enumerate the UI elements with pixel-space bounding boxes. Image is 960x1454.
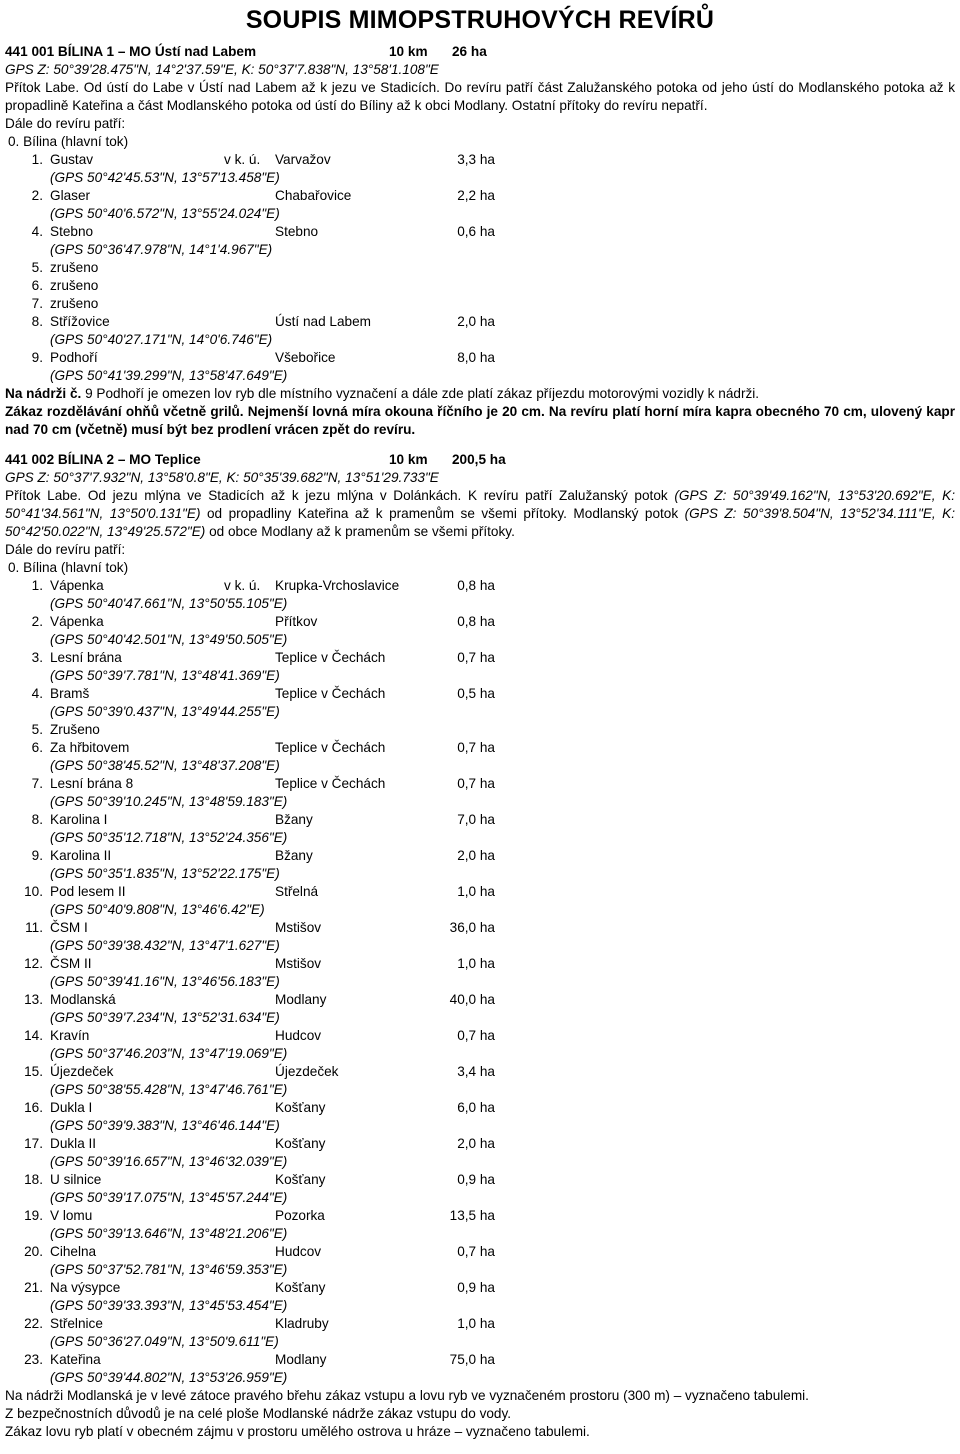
item-number: 11. xyxy=(25,920,43,935)
item-gps: (GPS 50°39'7.234"N, 13°52'31.634"E) xyxy=(50,1010,280,1025)
item-name: Zrušeno xyxy=(50,722,100,737)
item-number: 19. xyxy=(24,1208,43,1223)
item-place: Chabařovice xyxy=(275,188,352,203)
section-length: 10 km xyxy=(389,452,428,467)
item-number: 4. xyxy=(31,686,43,701)
item-name: Karolina II xyxy=(50,848,112,863)
item-name: Cihelna xyxy=(50,1244,97,1259)
page-title: SOUPIS MIMOPSTRUHOVÝCH REVÍRŮ xyxy=(245,6,715,34)
list-item xyxy=(5,721,955,739)
item-place: Bžany xyxy=(275,848,313,863)
item-gps: (GPS 50°39'10.245"N, 13°48'59.183"E) xyxy=(50,794,288,809)
item-number: 4. xyxy=(31,224,43,239)
item-place: Košťany xyxy=(275,1172,326,1187)
note-row: Zákaz lovu ryb platí v obecném zájmu v prostoru umělého ostrova u hráze – vyznačeno tabulemi. xyxy=(5,1424,590,1439)
item-area: 0,9 ha xyxy=(457,1280,495,1295)
note-prefix: Na nádrži č. xyxy=(5,386,82,401)
item-name: Střížovice xyxy=(50,314,110,329)
item-gps: (GPS 50°38'45.52"N, 13°48'37.208"E) xyxy=(50,758,280,773)
item-name: Za hřbitovem xyxy=(50,740,130,755)
item-cadastre-label: v k. ú. xyxy=(224,578,261,593)
item-name: ČSM I xyxy=(50,920,88,935)
item-number: 14. xyxy=(24,1028,43,1043)
description-fragment: od obce Modlany až k pramenům se všemi přítoky. xyxy=(205,524,515,539)
list-item xyxy=(5,1063,955,1081)
section-header xyxy=(5,451,955,469)
item-name: ČSM II xyxy=(50,956,92,971)
main-stream: 0. Bílina (hlavní tok) xyxy=(8,560,129,575)
item-name: Podhoří xyxy=(50,350,98,365)
item-name: zrušeno xyxy=(50,260,99,275)
item-gps: (GPS 50°36'47.978"N, 14°1'4.967"E) xyxy=(50,242,273,257)
section-gap xyxy=(5,439,955,451)
item-place: Hudcov xyxy=(275,1028,322,1043)
also-belongs-label: Dále do revíru patří: xyxy=(5,542,126,557)
item-place: Krupka-Vrchoslavice xyxy=(275,578,400,593)
item-area: 36,0 ha xyxy=(449,920,495,935)
item-number: 2. xyxy=(31,188,43,203)
list-item xyxy=(5,187,955,205)
section-441-002 xyxy=(5,451,955,1441)
item-number: 6. xyxy=(31,278,43,293)
item-gps: (GPS 50°40'47.661"N, 13°50'55.105"E) xyxy=(50,596,288,611)
item-area: 0,7 ha xyxy=(457,1028,495,1043)
item-place: Kladruby xyxy=(275,1316,329,1331)
list-item xyxy=(5,1315,955,1333)
item-area: 0,5 ha xyxy=(457,686,495,701)
section-header xyxy=(5,43,955,61)
item-name: Bramš xyxy=(50,686,90,701)
note-row: Zákaz rozdělávání ohňů včetně grilů. Nejmenší lovná míra okouna říčního je 20 cm. Na revíru platí horní míra kapra obecného 70 cm, ulovený kapr nad 70 cm (včetně) musí být bez prodlení vrácen zpět do revíru. xyxy=(5,404,955,437)
item-place: Modlany xyxy=(275,992,327,1007)
item-name: Na výsypce xyxy=(50,1280,121,1295)
list-item xyxy=(5,1243,955,1261)
item-name: U silnice xyxy=(50,1172,102,1187)
item-name: Střelnice xyxy=(50,1316,103,1331)
list-item xyxy=(5,1171,955,1189)
item-gps: (GPS 50°35'12.718"N, 13°52'24.356"E) xyxy=(50,830,288,845)
note-text: 9 Podhoří je omezen lov ryb dle místního vyznačení a dále zde platí zákaz příjezdu motorovými vozidly k nádrži. xyxy=(81,386,760,401)
item-place: Újezdeček xyxy=(275,1064,339,1079)
water-list xyxy=(5,577,955,1387)
item-number: 7. xyxy=(31,296,43,311)
list-item xyxy=(5,1207,955,1225)
list-item xyxy=(5,349,955,367)
item-gps: (GPS 50°39'16.657"N, 13°46'32.039"E) xyxy=(50,1154,288,1169)
list-item xyxy=(5,223,955,241)
list-item xyxy=(5,1351,955,1369)
section-area: 200,5 ha xyxy=(452,452,506,467)
item-number: 17. xyxy=(24,1136,43,1151)
note-row: Z bezpečnostních důvodů je na celé ploše Modlanské nádrže zákaz vstupu do vody. xyxy=(5,1406,512,1421)
item-area: 0,7 ha xyxy=(457,1244,495,1259)
item-name: Vápenka xyxy=(50,578,104,593)
item-area: 1,0 ha xyxy=(457,956,495,971)
item-place: Modlany xyxy=(275,1352,327,1367)
section-441-001 xyxy=(5,43,955,439)
item-place: Košťany xyxy=(275,1100,326,1115)
item-gps: (GPS 50°39'13.646"N, 13°48'21.206"E) xyxy=(50,1226,288,1241)
list-item xyxy=(5,1099,955,1117)
item-gps: (GPS 50°38'55.428"N, 13°47'46.761"E) xyxy=(50,1082,288,1097)
item-number: 2. xyxy=(31,614,43,629)
item-gps: (GPS 50°37'46.203"N, 13°47'19.069"E) xyxy=(50,1046,288,1061)
item-name: zrušeno xyxy=(50,296,99,311)
item-name: Lesní brána xyxy=(50,650,122,665)
list-item xyxy=(5,847,955,865)
item-number: 1. xyxy=(31,578,43,593)
item-number: 9. xyxy=(31,848,43,863)
item-gps: (GPS 50°41'39.299"N, 13°58'47.649"E) xyxy=(50,368,288,383)
item-number: 18. xyxy=(24,1172,43,1187)
list-item xyxy=(5,295,955,313)
item-area: 3,4 ha xyxy=(457,1064,495,1079)
list-item xyxy=(5,991,955,1009)
item-area: 40,0 ha xyxy=(449,992,495,1007)
list-item xyxy=(5,685,955,703)
note-row xyxy=(5,385,955,403)
item-number: 1. xyxy=(31,152,43,167)
list-item xyxy=(5,955,955,973)
list-item xyxy=(5,313,955,331)
item-place: Mstišov xyxy=(275,920,322,935)
item-number: 13. xyxy=(24,992,43,1007)
list-item xyxy=(5,739,955,757)
item-place: Teplice v Čechách xyxy=(275,686,386,701)
list-item xyxy=(5,775,955,793)
item-name: Modlanská xyxy=(50,992,116,1007)
item-number: 7. xyxy=(31,776,43,791)
item-gps: (GPS 50°39'0.437"N, 13°49'44.255"E) xyxy=(50,704,280,719)
item-number: 22. xyxy=(24,1316,43,1331)
item-gps: (GPS 50°42'45.53"N, 13°57'13.458"E) xyxy=(50,170,280,185)
item-gps: (GPS 50°35'1.835"N, 13°52'22.175"E) xyxy=(50,866,280,881)
item-gps: (GPS 50°39'44.802"N, 13°53'26.959"E) xyxy=(50,1370,288,1385)
item-place: Pozorka xyxy=(275,1208,325,1223)
item-gps: (GPS 50°39'33.393"N, 13°45'53.454"E) xyxy=(50,1298,288,1313)
item-name: Glaser xyxy=(50,188,91,203)
list-item xyxy=(5,577,955,595)
item-number: 23. xyxy=(24,1352,43,1367)
item-name: V lomu xyxy=(50,1208,93,1223)
section-area: 26 ha xyxy=(452,44,487,59)
item-place: Bžany xyxy=(275,812,313,827)
list-item xyxy=(5,1279,955,1297)
item-name: Kateřina xyxy=(50,1352,101,1367)
section-gps: GPS Z: 50°37'7.932"N, 13°58'0.8"E, K: 50°35'39.682"N, 13°51'29.733"E xyxy=(5,470,439,485)
item-cadastre-label: v k. ú. xyxy=(224,152,261,167)
item-area: 0,7 ha xyxy=(457,650,495,665)
list-item xyxy=(5,613,955,631)
list-item xyxy=(5,883,955,901)
description-gps-fragment: (GPS Z: 50°39'49.162"N, 13°53'20.692"E, K: 50°41'34.561"N, 13°50'0.131"E) xyxy=(5,488,955,521)
item-name: Karolina I xyxy=(50,812,108,827)
item-place: Hudcov xyxy=(275,1244,322,1259)
item-gps: (GPS 50°39'9.383"N, 13°46'46.144"E) xyxy=(50,1118,280,1133)
item-area: 1,0 ha xyxy=(457,1316,495,1331)
item-gps: (GPS 50°39'41.16"N, 13°46'56.183"E) xyxy=(50,974,280,989)
item-area: 3,3 ha xyxy=(457,152,495,167)
item-place: Ústí nad Labem xyxy=(275,314,371,329)
item-place: Teplice v Čechách xyxy=(275,650,386,665)
section-length: 10 km xyxy=(389,44,428,59)
list-item xyxy=(5,1135,955,1153)
item-area: 1,0 ha xyxy=(457,884,495,899)
section-code: 441 001 BÍLINA 1 – MO Ústí nad Labem xyxy=(5,44,257,59)
item-area: 13,5 ha xyxy=(449,1208,495,1223)
item-name: Dukla II xyxy=(50,1136,97,1151)
item-place: Přítkov xyxy=(275,614,318,629)
also-belongs-label: Dále do revíru patří: xyxy=(5,116,126,131)
item-gps: (GPS 50°40'42.501"N, 13°49'50.505"E) xyxy=(50,632,288,647)
description-fragment: od propadliny Kateřina až k pramenům se všemi přítoky. Modlanský potok xyxy=(200,506,685,521)
item-number: 15. xyxy=(24,1064,43,1079)
item-place: Varvažov xyxy=(275,152,331,167)
item-gps: (GPS 50°40'9.808"N, 13°46'6.42"E) xyxy=(50,902,265,917)
item-area: 2,0 ha xyxy=(457,848,495,863)
item-place: Mstišov xyxy=(275,956,322,971)
water-list xyxy=(5,151,955,385)
item-area: 0,6 ha xyxy=(457,224,495,239)
item-name: Kravín xyxy=(50,1028,90,1043)
note-row: Na nádrži Modlanská je v levé zátoce pravého břehu zákaz vstupu a lovu ryb ve vyznačeném prostoru (300 m) – vyznačeno tabulemi. xyxy=(5,1388,809,1403)
item-number: 12. xyxy=(24,956,43,971)
item-number: 3. xyxy=(31,650,43,665)
description-gps-fragment: (GPS Z: 50°39'8.504"N, 13°52'34.111"E, K: 50°42'50.022"N, 13°49'25.572"E) xyxy=(5,506,955,539)
item-name: Újezdeček xyxy=(50,1064,114,1079)
item-place: Košťany xyxy=(275,1280,326,1295)
item-area: 0,7 ha xyxy=(457,740,495,755)
item-number: 10. xyxy=(24,884,43,899)
item-gps: (GPS 50°39'17.075"N, 13°45'57.244"E) xyxy=(50,1190,288,1205)
item-place: Střelná xyxy=(275,884,319,899)
item-area: 2,0 ha xyxy=(457,1136,495,1151)
item-place: Košťany xyxy=(275,1136,326,1151)
description-fragment: Přítok Labe. Od jezu mlýna ve Stadicích až k jezu mlýna v Dolánkách. K revíru patří Zalužanský potok xyxy=(5,488,675,503)
item-place: Teplice v Čechách xyxy=(275,740,386,755)
list-item xyxy=(5,919,955,937)
item-name: Dukla I xyxy=(50,1100,93,1115)
item-area: 0,8 ha xyxy=(457,578,495,593)
section-code: 441 002 BÍLINA 2 – MO Teplice xyxy=(5,452,201,467)
item-gps: (GPS 50°40'6.572"N, 13°55'24.024"E) xyxy=(50,206,280,221)
item-name: Gustav xyxy=(50,152,94,167)
item-name: Pod lesem II xyxy=(50,884,126,899)
item-number: 6. xyxy=(31,740,43,755)
item-area: 8,0 ha xyxy=(457,350,495,365)
item-place: Všebořice xyxy=(275,350,336,365)
item-number: 5. xyxy=(31,722,43,737)
item-place: Teplice v Čechách xyxy=(275,776,386,791)
item-area: 75,0 ha xyxy=(449,1352,495,1367)
item-gps: (GPS 50°37'52.781"N, 13°46'59.353"E) xyxy=(50,1262,288,1277)
item-number: 9. xyxy=(31,350,43,365)
list-item xyxy=(5,649,955,667)
item-name: Lesní brána 8 xyxy=(50,776,134,791)
item-name: Vápenka xyxy=(50,614,104,629)
item-area: 0,8 ha xyxy=(457,614,495,629)
list-item xyxy=(5,259,955,277)
document-page xyxy=(5,0,955,1441)
list-item xyxy=(5,151,955,169)
item-place: Stebno xyxy=(275,224,319,239)
item-name: zrušeno xyxy=(50,278,99,293)
list-item xyxy=(5,1027,955,1045)
item-gps: (GPS 50°39'7.781"N, 13°48'41.369"E) xyxy=(50,668,280,683)
item-number: 8. xyxy=(31,314,43,329)
item-gps: (GPS 50°36'27.049"N, 13°50'9.611"E) xyxy=(50,1334,279,1349)
item-area: 0,7 ha xyxy=(457,776,495,791)
item-area: 2,2 ha xyxy=(457,188,495,203)
list-item xyxy=(5,277,955,295)
item-area: 7,0 ha xyxy=(457,812,495,827)
item-gps: (GPS 50°40'27.171"N, 14°0'6.746"E) xyxy=(50,332,273,347)
item-gps: (GPS 50°39'38.432"N, 13°47'1.627"E) xyxy=(50,938,280,953)
item-number: 8. xyxy=(31,812,43,827)
item-name: Stebno xyxy=(50,224,94,239)
item-area: 2,0 ha xyxy=(457,314,495,329)
main-stream: 0. Bílina (hlavní tok) xyxy=(8,134,129,149)
section-description xyxy=(5,487,955,541)
item-number: 16. xyxy=(24,1100,43,1115)
item-area: 0,9 ha xyxy=(457,1172,495,1187)
section-gps: GPS Z: 50°39'28.475"N, 14°2'37.59"E, K: 50°37'7.838"N, 13°58'1.108"E xyxy=(5,62,439,77)
item-number: 21. xyxy=(24,1280,43,1295)
item-number: 20. xyxy=(24,1244,43,1259)
section-description: Přítok Labe. Od ústí do Labe v Ústí nad Labem až k jezu ve Stadicích. Do revíru patří část Zalužanského potoka od jeho ústí do Modlanského potoka až k propadlině Kateřina a část Modlanského potoka od ústí do Bíliny až k obci Modlany. Ostatní přítoky do revíru nepatří. xyxy=(5,80,955,113)
item-number: 5. xyxy=(31,260,43,275)
item-area: 6,0 ha xyxy=(457,1100,495,1115)
list-item xyxy=(5,811,955,829)
